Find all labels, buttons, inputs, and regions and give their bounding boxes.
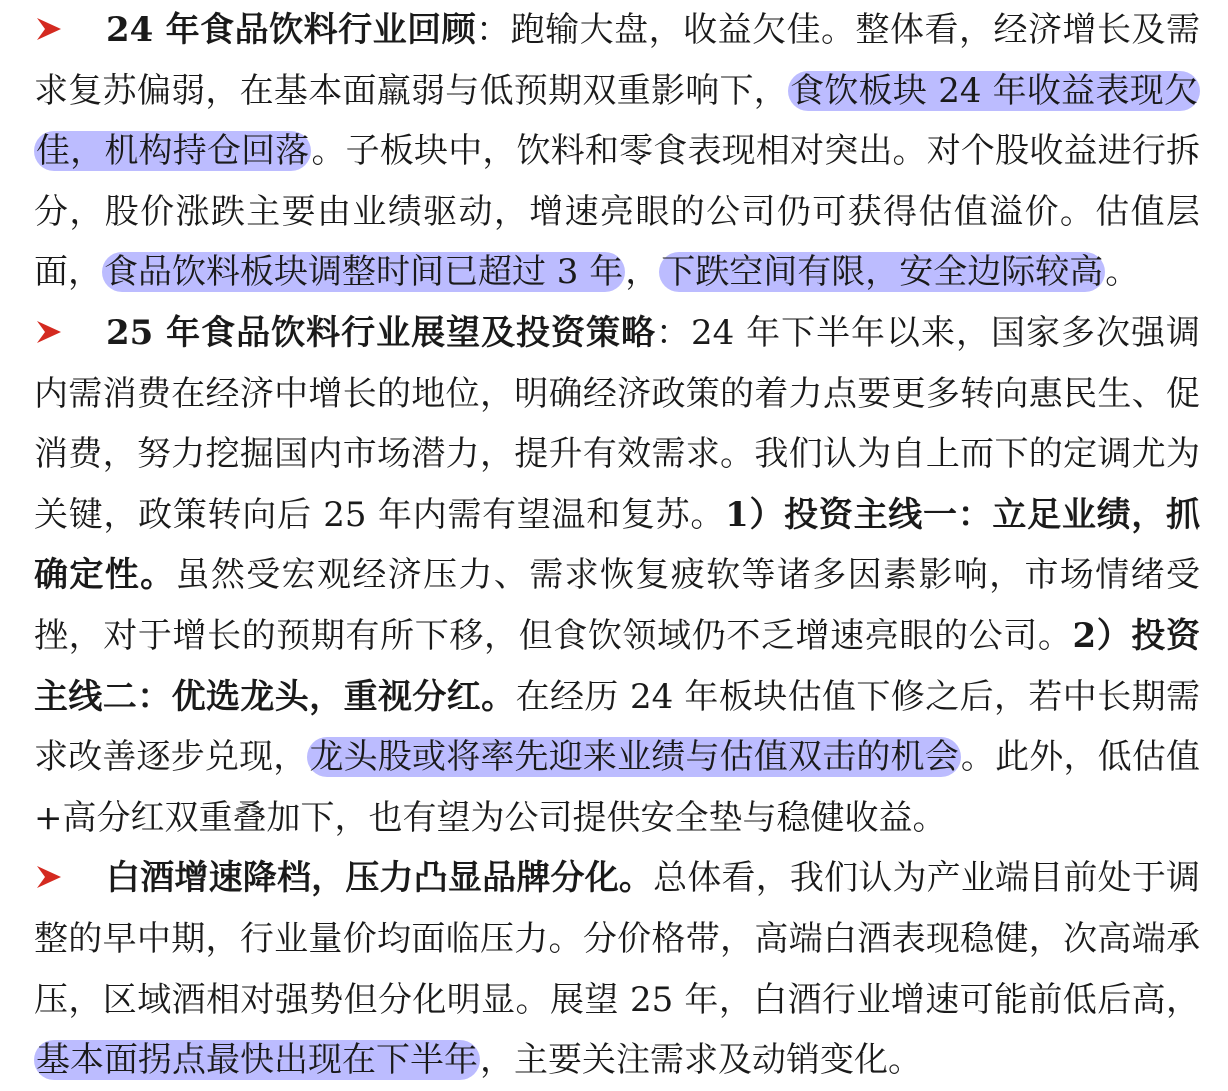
highlighted-text: 食饮板块 24 年收益表现欠佳，机构持仓回落 [36,70,1198,172]
red-arrow-bullet-icon [34,317,64,347]
section-heading: 24 年食品饮料行业回顾 [106,10,477,50]
highlighted-text: 龙头股或将率先迎来业绩与估值双击的机会 [309,737,959,778]
bold-text: 2）投资主线二：优选龙头，重视分红。 [34,615,1200,717]
section-heading: 白酒增速降档，压力凸显品牌分化。 [106,858,654,899]
body-text: ， [625,252,660,293]
red-arrow-bullet-icon [34,14,64,44]
section-heading: 25 年食品饮料行业展望及投资策略 [106,312,657,353]
paragraph-baijiu [34,848,1200,1090]
body-text: ，主要关注需求及动销变化。 [480,1040,922,1081]
body-text: 。此外，低估值+高分红双重叠加下，也有望为公司提供安全垫与稳健收益。 [34,737,1201,838]
body-text: 。 [1105,252,1140,293]
red-arrow-bullet-icon [34,862,64,892]
body-text: 在经历 24 年板块估值下修之后，若中长期需求改善逐步兑现， [34,676,1200,778]
highlighted-text: 基本面拐点最快出现在下半年 [36,1040,478,1081]
bold-text: 1）投资主线一：立足业绩，抓确定性。 [34,494,1200,596]
highlighted-text: 食品饮料板块调整时间已超过 3 年 [104,252,624,293]
body-text: 。子板块中，饮料和零食表现相对突出。对个股收益进行拆分，股价涨跌主要由业绩驱动，增速亮眼的公司仍可获得估值溢价。估值层面， [34,131,1201,293]
body-text: 虽然受宏观经济压力、需求恢复疲软等诸多因素影响，市场情绪受挫，对于增长的预期有所下移，但食饮领域仍不乏增速亮眼的公司。 [34,555,1200,656]
body-text: ：跑输大盘，收益欠佳。整体看，经济增长及需求复苏偏弱，在基本面羸弱与低预期双重影响下， [34,10,1201,111]
highlighted-text: 下跌空间有限，安全边际较高 [661,252,1104,293]
report-body [34,0,1200,1091]
body-text: ：24 年下半年以来，国家多次强调内需消费在经济中增长的地位，明确经济政策的着力点要更多转向惠民生、促消费，努力挖掘国内市场潜力，提升有效需求。我们认为自上而下的定调尤为关键，政策转向后 25 年内需有望温和复苏。 [34,312,1200,535]
body-text: 总体看，我们认为产业端目前处于调整的早中期，行业量价均面临压力。分价格带，高端白酒表现稳健，次高端承压，区域酒相对强势但分化明显。展望 25 年，白酒行业增速可能前低后高， [34,858,1201,1020]
paragraph-outlook-strategy [34,303,1200,848]
paragraph-industry-review [34,0,1200,303]
